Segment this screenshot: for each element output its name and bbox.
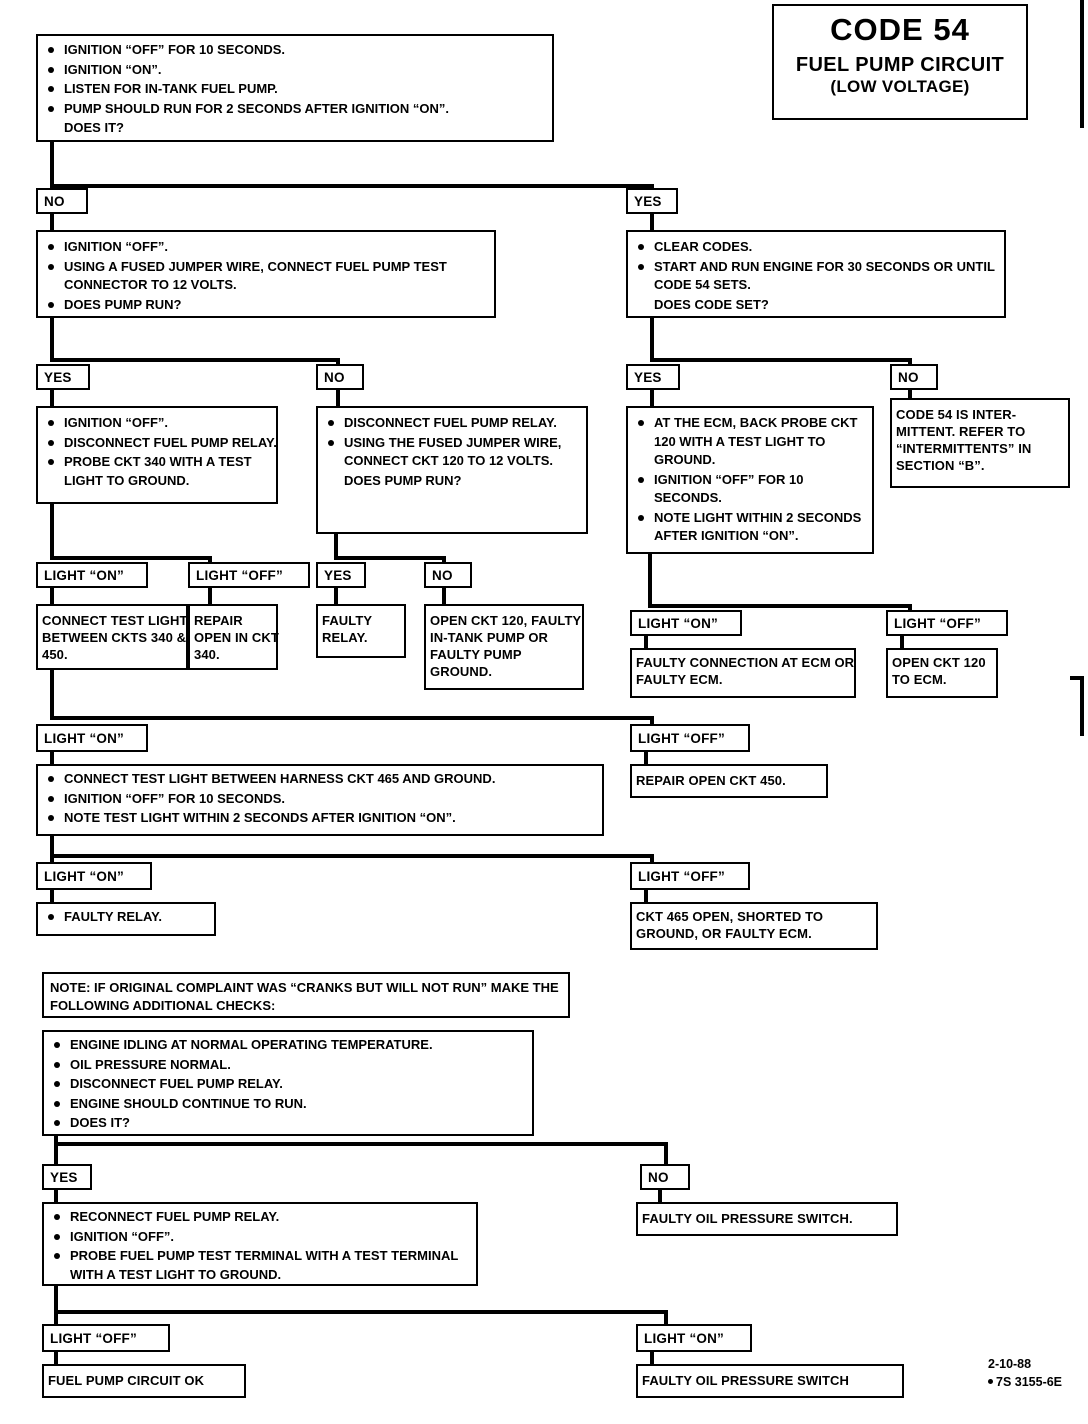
- connector: [50, 358, 340, 362]
- label-no-1: NO: [36, 188, 88, 214]
- connector: [650, 358, 912, 362]
- label-light-on-2: LIGHT “ON”: [630, 610, 742, 636]
- footer-date: 2-10-88: [988, 1357, 1032, 1371]
- box-left-jumper-text: IGNITION “OFF”. USING A FUSED JUMPER WIRE, CONNECT FUEL PUMP TEST CONNECTOR TO 12 VOLTS. DOES PUMP RUN?: [42, 238, 494, 315]
- connector: [650, 318, 654, 362]
- connector: [650, 854, 654, 862]
- box-faulty-relay-2-text: FAULTY RELAY.: [42, 908, 216, 928]
- box-repair-open-340-text: REPAIR OPEN IN CKT 340.: [194, 613, 279, 662]
- label-yes-2: YES: [36, 364, 90, 390]
- label-no-5: NO: [640, 1164, 690, 1190]
- label-light-on-1: LIGHT “ON”: [36, 562, 148, 588]
- page-title: CODE 54: [830, 12, 970, 47]
- label-light-on-4: LIGHT “ON”: [36, 862, 152, 890]
- connector: [50, 854, 654, 858]
- bullet-icon: [988, 1379, 993, 1384]
- box-reconnect-text: RECONNECT FUEL PUMP RELAY. IGNITION “OFF”. PROBE FUEL PUMP TEST TERMINAL WITH A TEST TERMINAL WITH A TEST LIGHT TO GROUND.: [48, 1208, 478, 1285]
- footer-part: [988, 1374, 1088, 1390]
- connector: [648, 604, 912, 608]
- label-light-off-1: LIGHT “OFF”: [188, 562, 310, 588]
- box-harness-465-text: CONNECT TEST LIGHT BETWEEN HARNESS CKT 465 AND GROUND. IGNITION “OFF” FOR 10 SECONDS. NOTE TEST LIGHT WITHIN 2 SECONDS AFTER IGNITION “ON”.: [42, 770, 604, 829]
- connector: [50, 670, 54, 720]
- box-idling-checks-text: ENGINE IDLING AT NORMAL OPERATING TEMPERATURE. OIL PRESSURE NORMAL. DISCONNECT FUEL PUMP RELAY. ENGINE SHOULD CONTINUE TO RUN. DOES IT?: [48, 1036, 534, 1134]
- connector: [50, 716, 654, 720]
- connector: [54, 1142, 668, 1146]
- box-faulty-oil-switch-2-text: FAULTY OIL PRESSURE SWITCH: [642, 1373, 850, 1388]
- title-block: [772, 4, 1028, 120]
- box-repair-open-450-text: REPAIR OPEN CKT 450.: [636, 773, 786, 788]
- connector: [650, 716, 654, 724]
- box-faulty-oil-switch-1-text: FAULTY OIL PRESSURE SWITCH.: [642, 1211, 853, 1226]
- connector: [50, 556, 212, 560]
- connector: [334, 556, 446, 560]
- label-no-2: NO: [316, 364, 364, 390]
- box-probe-340-text: IGNITION “OFF”. DISCONNECT FUEL PUMP RELAY. PROBE CKT 340 WITH A TEST LIGHT TO GROUND.: [42, 414, 278, 491]
- connector: [50, 184, 654, 188]
- box-start-text: IGNITION “OFF” FOR 10 SECONDS. IGNITION “ON”. LISTEN FOR IN-TANK FUEL PUMP. PUMP SHOULD RUN FOR 2 SECONDS AFTER IGNITION “ON”. DOES IT?: [42, 41, 550, 139]
- connector: [648, 554, 652, 608]
- label-no-3: NO: [890, 364, 938, 390]
- box-faulty-relay-1-text: FAULTY RELAY.: [322, 613, 372, 645]
- box-open-ckt120-ecm-text: OPEN CKT 120 TO ECM.: [892, 655, 986, 687]
- label-yes-4: YES: [316, 562, 366, 588]
- box-ckt465-open-text: CKT 465 OPEN, SHORTED TO GROUND, OR FAULTY ECM.: [636, 909, 824, 941]
- box-intermittent-text: CODE 54 IS INTER-MITTENT. REFER TO “INTERMITTENTS” IN SECTION “B”.: [896, 407, 1032, 473]
- footer-part-number: 7S 3155-6E: [996, 1375, 1063, 1389]
- connector: [50, 318, 54, 362]
- box-right-clear-text: CLEAR CODES. START AND RUN ENGINE FOR 30 SECONDS OR UNTIL CODE 54 SETS. DOES CODE SET?: [632, 238, 1004, 315]
- box-open-ckt120-text: OPEN CKT 120, FAULTY IN-TANK PUMP OR FAULTY PUMP GROUND.: [430, 613, 582, 679]
- title-line-3: (LOW VOLTAGE): [830, 77, 970, 96]
- label-light-off-3: LIGHT “OFF”: [630, 724, 750, 752]
- connector: [50, 142, 54, 188]
- box-note-text: NOTE: IF ORIGINAL COMPLAINT WAS “CRANKS BUT WILL NOT RUN” MAKE THE FOLLOWING ADDITIONAL CHECKS:: [50, 980, 559, 1013]
- edge-mark-top: [1080, 0, 1084, 128]
- label-light-off-4: LIGHT “OFF”: [630, 862, 750, 890]
- label-yes-1: YES: [626, 188, 678, 214]
- label-yes-3: YES: [626, 364, 680, 390]
- connector: [664, 1310, 668, 1324]
- box-connect-340-450-text: CONNECT TEST LIGHT BETWEEN CKTS 340 & 450.: [42, 613, 188, 662]
- box-faulty-conn-ecm-text: FAULTY CONNECTION AT ECM OR FAULTY ECM.: [636, 655, 855, 687]
- box-ecm-backprobe-text: AT THE ECM, BACK PROBE CKT 120 WITH A TEST LIGHT TO GROUND. IGNITION “OFF” FOR 10 SECONDS. NOTE LIGHT WITHIN 2 SECONDS AFTER IGNITION “ON”.: [632, 414, 874, 547]
- title-line-2: FUEL PUMP CIRCUIT: [795, 54, 1005, 76]
- label-no-4: NO: [424, 562, 472, 588]
- label-yes-5: YES: [42, 1164, 92, 1190]
- connector: [54, 1310, 668, 1314]
- connector: [50, 504, 54, 560]
- box-ckt120-12v-text: DISCONNECT FUEL PUMP RELAY. USING THE FUSED JUMPER WIRE, CONNECT CKT 120 TO 12 VOLTS. DOES PUMP RUN?: [322, 414, 588, 491]
- label-light-on-3: LIGHT “ON”: [36, 724, 148, 752]
- edge-mark-mid2: [1080, 676, 1084, 736]
- label-light-off-2: LIGHT “OFF”: [886, 610, 1008, 636]
- label-light-off-5: LIGHT “OFF”: [42, 1324, 170, 1352]
- connector: [664, 1142, 668, 1164]
- label-light-on-5: LIGHT “ON”: [636, 1324, 752, 1352]
- box-fuel-pump-ok-text: FUEL PUMP CIRCUIT OK: [48, 1373, 205, 1388]
